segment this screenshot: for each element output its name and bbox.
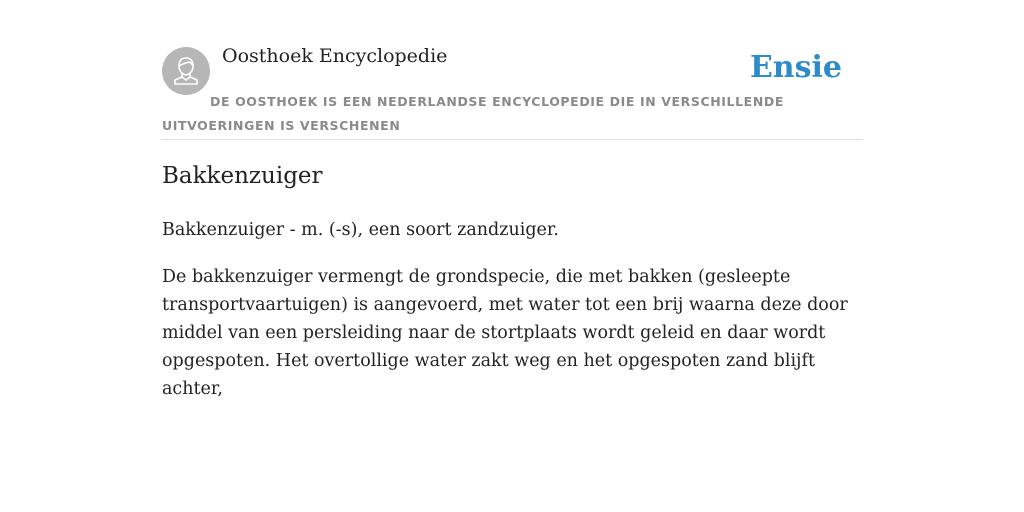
body-paragraph: De bakkenzuiger vermengt de grondspecie, die met bakken (gesleepte transportvaartuigen) is aangevoerd, met water tot een brij waarna deze door middel van een persleiding naar de stortplaats wordt geleid en daar wordt opgespoten. Het overtollige water zakt weg en het opgespoten zand blijft achter, xyxy=(162,267,848,399)
source-header xyxy=(162,0,862,140)
definition-paragraph: Bakkenzuiger - m. (-s), een soort zandzuiger. xyxy=(162,220,559,240)
source-description: DE OOSTHOEK IS EEN NEDERLANDSE ENCYCLOPEDIE DIE IN VERSCHILLENDE UITVOERINGEN IS VERSCHENEN xyxy=(162,94,784,133)
source-title[interactable]: Oosthoek Encyclopedie xyxy=(222,45,448,67)
page-title: Bakkenzuiger xyxy=(162,163,323,189)
user-avatar-icon[interactable] xyxy=(162,47,210,95)
ensie-logo[interactable]: Ensie xyxy=(749,50,842,85)
article-container xyxy=(162,0,862,399)
